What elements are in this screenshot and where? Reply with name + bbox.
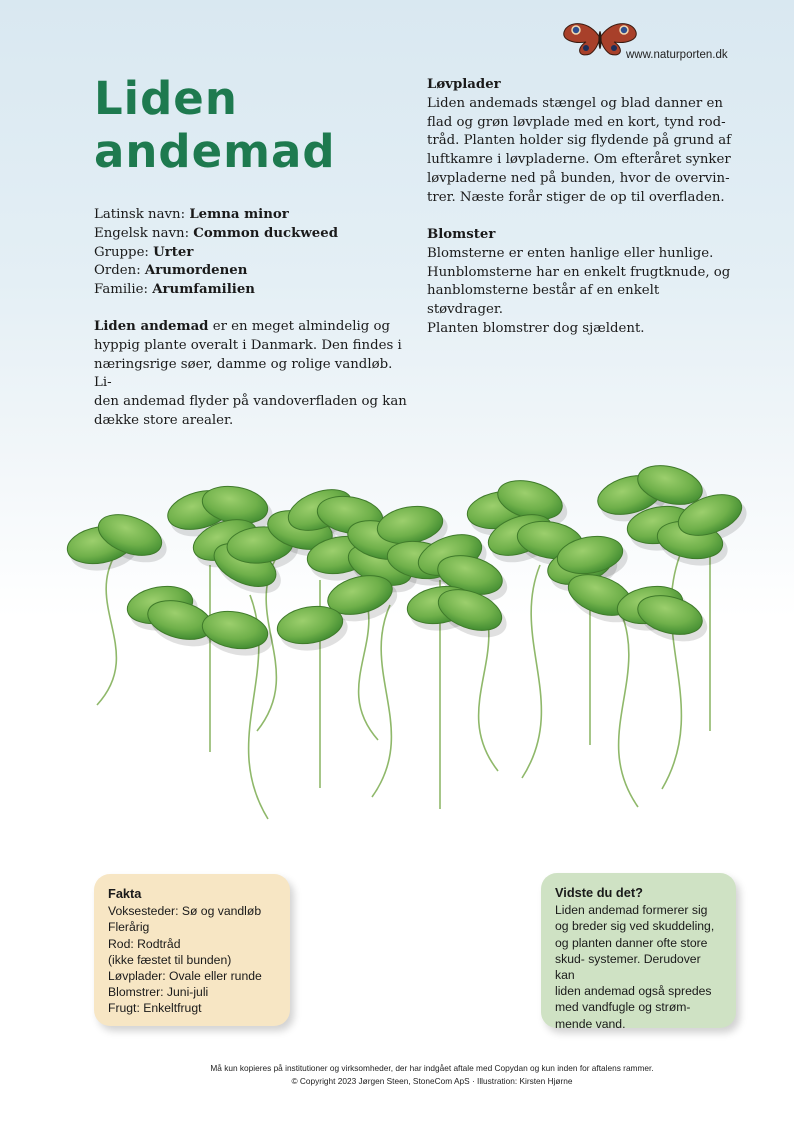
section-heading: Blomster	[427, 227, 496, 242]
taxonomy-facts	[94, 206, 338, 300]
fact-value: Urter	[153, 244, 194, 260]
did-you-know-box	[541, 873, 736, 1031]
intro-paragraph	[94, 318, 410, 431]
fakta-line: Flerårig	[108, 920, 150, 935]
footer-line-2: © Copyright 2023 Jørgen Steen, StoneCom ApS · Illustration: Kirsten Hjørne	[291, 1076, 573, 1086]
fact-value: Common duckweed	[193, 225, 338, 241]
copyright-footer	[0, 1062, 794, 1088]
page-title	[94, 72, 336, 178]
did-you-know-line: liden andemad også spredes	[555, 984, 712, 999]
fact-english	[94, 225, 338, 244]
root-thread	[522, 565, 541, 778]
fact-value: Arumfamilien	[152, 282, 255, 298]
fact-order	[94, 262, 338, 281]
fakta-line: Løvplader: Ovale eller runde	[108, 969, 262, 984]
section-line: hanblomsterne består af en enkelt støvdrager.	[427, 283, 660, 318]
section-line: løvpladerne ned på bunden, hvor de overvin-	[427, 170, 730, 186]
fact-label: Latinsk navn:	[94, 207, 190, 222]
intro-bold: Liden andemad	[94, 319, 209, 334]
section-line: Liden andemads stængel og blad danner en	[427, 95, 723, 111]
site-url[interactable]: www.naturporten.dk	[626, 49, 728, 61]
root-thread	[372, 605, 391, 797]
fact-label: Gruppe:	[94, 244, 154, 260]
fakta-line: Frugt: Enkeltfrugt	[108, 1001, 202, 1016]
fakta-line: Blomstrer: Juni-juli	[108, 985, 209, 1000]
root-thread	[97, 555, 116, 705]
section-line: Blomsterne er enten hanlige eller hunlige.	[427, 245, 714, 261]
title-line-1: Liden	[94, 72, 238, 125]
section-heading: Løvplader	[427, 77, 501, 92]
intro-line: næringsrige søer, damme og rolige vandløb. Li-	[94, 356, 393, 391]
fakta-line: Rod: Rodtråd	[108, 936, 181, 951]
did-you-know-line: og breder sig ved skuddeling,	[555, 919, 715, 934]
fakta-heading: Fakta	[108, 886, 142, 901]
section-line: luftkamre i løvpladerne. Om efteråret synker	[427, 152, 731, 168]
intro-line: dække store arealer.	[94, 412, 234, 428]
did-you-know-line: skud- systemer. Derudover kan	[555, 951, 701, 983]
section-line: flad og grøn løvplade med en kort, tynd rod-	[427, 114, 726, 130]
section-line: tråd. Planten holder sig flydende på grund af	[427, 133, 732, 149]
fakta-line: Voksesteder: Sø og vandløb	[108, 904, 262, 919]
section-line: trer. Næste forår stiger de op til overfladen.	[427, 189, 725, 205]
fact-latin	[94, 206, 338, 225]
fact-value: Arumordenen	[144, 263, 248, 279]
fact-value: Lemna minor	[189, 207, 289, 222]
did-you-know-line: mende vand.	[555, 1016, 626, 1031]
title-line-2: andemad	[94, 125, 336, 178]
section-line: Hunblomsterne har en enkelt frugtknude, og	[427, 264, 731, 280]
did-you-know-line: og planten danner ofte store	[555, 935, 708, 950]
intro-line: den andemad flyder på vandoverfladen og kan	[94, 394, 407, 410]
section-line: Planten blomstrer dog sjældent.	[427, 320, 645, 336]
did-you-know-heading: Vidste du det?	[555, 885, 643, 900]
intro-line: hyppig plante overalt i Danmark. Den findes i	[94, 337, 402, 353]
did-you-know-line: med vandfugle og strøm-	[555, 1000, 691, 1015]
fact-label: Engelsk navn:	[94, 225, 194, 241]
footer-line-1: Må kun kopieres på institutioner og virksomheder, der har indgået aftale med Copydan og kun inden for aftalens rammer.	[210, 1063, 654, 1073]
fact-label: Orden:	[94, 263, 145, 279]
fact-family	[94, 281, 338, 300]
fact-label: Familie:	[94, 282, 153, 298]
fakta-box	[94, 874, 290, 1026]
fact-group	[94, 244, 338, 263]
section-blomster	[427, 226, 737, 339]
intro-rest: er en meget almindelig og	[208, 319, 390, 334]
fakta-line: (ikke fæstet til bunden)	[108, 952, 232, 967]
did-you-know-line: Liden andemad formerer sig	[555, 903, 708, 918]
duckweed-illustration	[60, 455, 760, 835]
root-thread	[619, 610, 638, 807]
intro-line-1	[94, 318, 410, 337]
section-lovplader	[427, 76, 737, 208]
